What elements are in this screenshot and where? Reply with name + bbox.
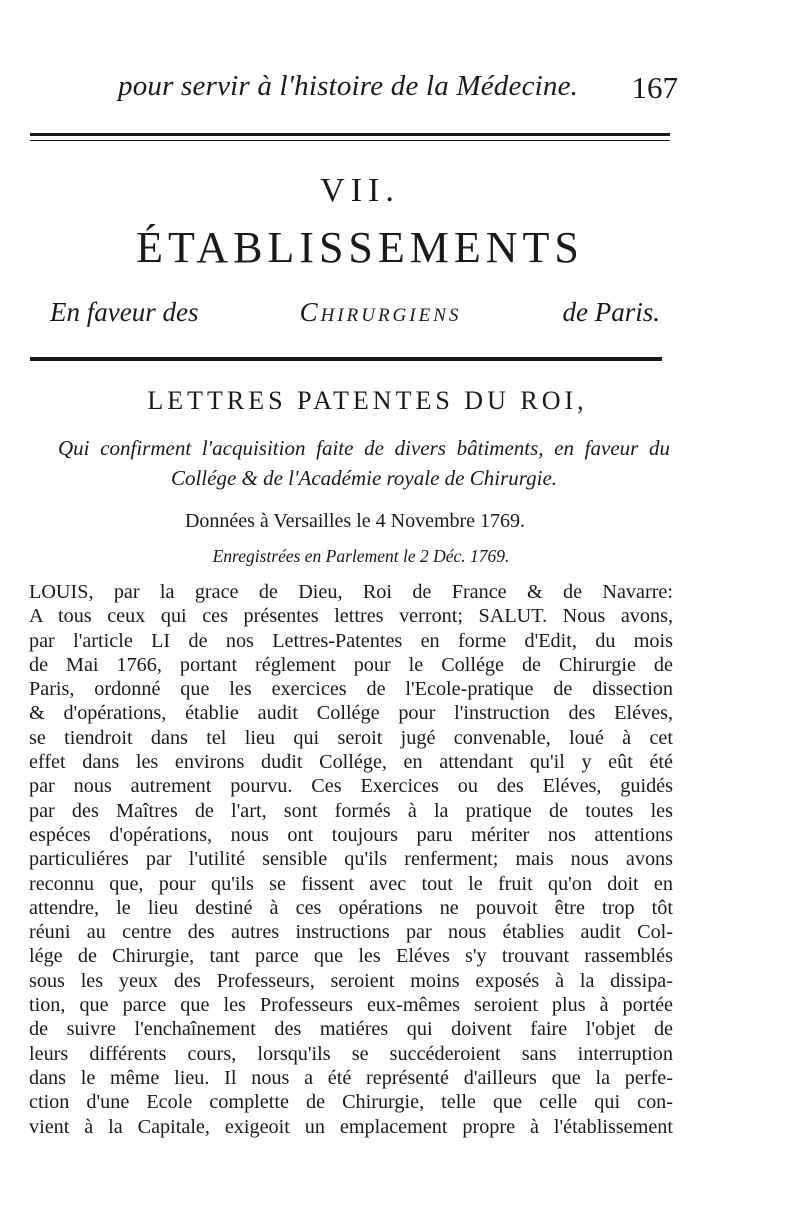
body-line: de Mai 1766, portant réglement pour le Collége de Chirurgie de (29, 653, 673, 676)
body-line: particuliéres par l'utilité sensible qu'ils renferment; mais nous avons (29, 848, 673, 871)
letters-registered-date: Enregistrées en Parlement le 2 Déc. 1769. (212, 546, 510, 566)
body-line: de suivre l'enchaînement des matiéres qui doivent faire l'objet de (29, 1018, 673, 1041)
section-divider (30, 357, 662, 361)
double-rule-bottom (30, 140, 670, 141)
section-title: ÉTABLISSEMENTS (136, 223, 584, 272)
body-line: tion, que parce que les Professeurs eux-mêmes seroient plus à portée (29, 994, 673, 1017)
section-subtitle-part-b: Chirurgiens (299, 297, 462, 327)
letters-title: LETTRES PATENTES DU ROI, (147, 386, 588, 415)
body-line: par nous autrement pourvu. Ces Exercices ou des Eléves, guidés (29, 775, 673, 798)
section-subtitle (50, 297, 660, 328)
body-line: LOUIS, par la grace de Dieu, Roi de France & de Navarre: (29, 581, 673, 603)
page-number: 167 (631, 70, 678, 105)
body-line: leurs différents cours, lorsqu'ils se succéderoient sans interruption (29, 1042, 673, 1065)
body-line: & d'opérations, établie audit Collége pour l'instruction des Eléves, (29, 702, 673, 725)
body-line: sous les yeux des Professeurs, seroient moins exposés à la dissipa- (29, 969, 673, 992)
section-subtitle-part-c: de Paris. (562, 297, 660, 327)
double-rule-top (30, 133, 670, 136)
body-line: espéces d'opérations, nous ont toujours paru mériter nos attentions (29, 823, 673, 846)
body-line: attendre, le lieu destiné à ces opérations ne pouvoit être trop tôt (29, 896, 673, 919)
body-line: A tous ceux qui ces présentes lettres verront; SALUT. Nous avons, (29, 605, 673, 628)
body-line: Paris, ordonné que les exercices de l'Ecole-pratique de dissection (29, 678, 673, 701)
section-number: VII. (320, 172, 400, 209)
running-head (118, 70, 678, 110)
body-line: ction d'une Ecole complette de Chirurgie, telle que celle qui con- (29, 1091, 673, 1114)
body-line: reconnu que, pour qu'ils se fissent avec tout le fruit qu'on doit en (29, 872, 673, 895)
body-text (29, 580, 673, 1139)
body-line: lége de Chirurgie, tant parce que les Eléves s'y trouvant rassemblés (29, 945, 673, 968)
letters-subtitle: Qui confirment l'acquisition faite de divers bâtiments, en faveur du Collége & de l'Académie royale de Chirurgie. (58, 436, 670, 490)
body-line: vient à la Capitale, exigeoit un emplacement propre à l'établissement (29, 1115, 673, 1138)
letters-given-date: Données à Versailles le 4 Novembre 1769. (184, 510, 526, 532)
running-head-title: pour servir à l'histoire de la Médecine. (118, 70, 579, 102)
body-line: par l'article LI de nos Lettres-Patentes en forme d'Edit, du mois (29, 629, 673, 652)
body-line: réuni au centre des autres instructions par nous établies audit Col- (29, 921, 673, 944)
body-line: se tiendroit dans tel lieu qui seroit jugé convenable, loué à cet (29, 726, 673, 749)
body-line: effet dans les environs dudit Collége, en attendant qu'il y eût été (29, 751, 673, 774)
body-line: par des Maîtres de l'art, sont formés à la pratique de toutes les (29, 799, 673, 822)
body-line: dans le même lieu. Il nous a été représenté d'ailleurs que la perfe- (29, 1066, 673, 1089)
section-subtitle-part-a: En faveur des (50, 297, 199, 327)
